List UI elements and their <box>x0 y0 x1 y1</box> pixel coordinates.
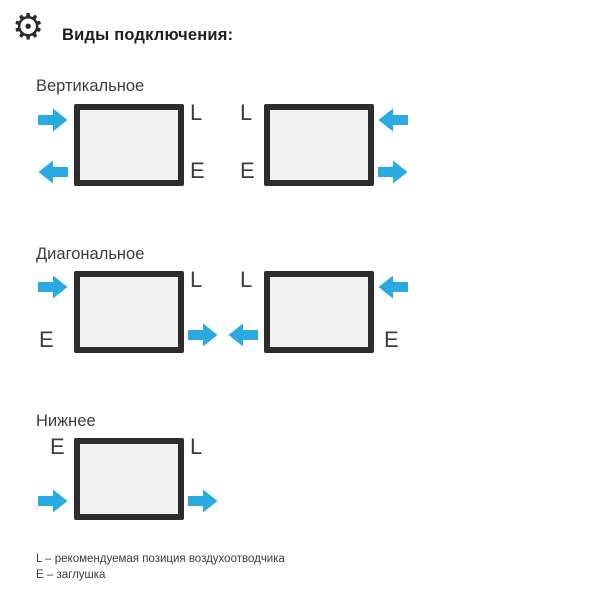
air-vent-label: L <box>190 267 203 292</box>
air-vent-label: L <box>190 100 203 125</box>
legend-line-plug: E – заглушка <box>36 569 106 581</box>
page-title: Виды подключения: <box>62 26 234 44</box>
flow-in-arrow-left-icon <box>378 108 408 132</box>
air-vent-label: L <box>240 100 253 125</box>
flow-in-arrow-right-icon <box>38 489 68 513</box>
flow-in-arrow-left-icon <box>378 275 408 299</box>
radiator-box <box>264 271 374 353</box>
section-title-vertical: Вертикальное <box>36 77 145 95</box>
air-vent-label: L <box>240 267 253 292</box>
section-title-diagonal: Диагональное <box>36 245 145 263</box>
plug-label: E <box>190 158 205 183</box>
flow-out-arrow-right-icon <box>188 489 218 513</box>
plug-label: E <box>240 158 255 183</box>
plug-label: E <box>384 327 399 352</box>
radiator-box <box>264 104 374 186</box>
flow-out-arrow-right-icon <box>378 160 408 184</box>
legend-line-air-vent: L – рекомендуемая позиция воздухоотводчика <box>36 553 285 565</box>
radiator-box <box>74 438 184 520</box>
flow-in-arrow-right-icon <box>38 275 68 299</box>
radiator-box <box>74 271 184 353</box>
plug-label: E <box>50 434 65 459</box>
flow-in-arrow-right-icon <box>38 108 68 132</box>
flow-out-arrow-left-icon <box>38 160 68 184</box>
flow-out-arrow-left-icon <box>228 323 258 347</box>
gear-icon: ⚙ <box>12 7 45 48</box>
flow-out-arrow-right-icon <box>188 323 218 347</box>
legend <box>36 551 285 583</box>
section-title-bottom: Нижнее <box>36 412 96 430</box>
air-vent-label: L <box>190 434 203 459</box>
radiator-box <box>74 104 184 186</box>
plug-label: E <box>39 327 54 352</box>
